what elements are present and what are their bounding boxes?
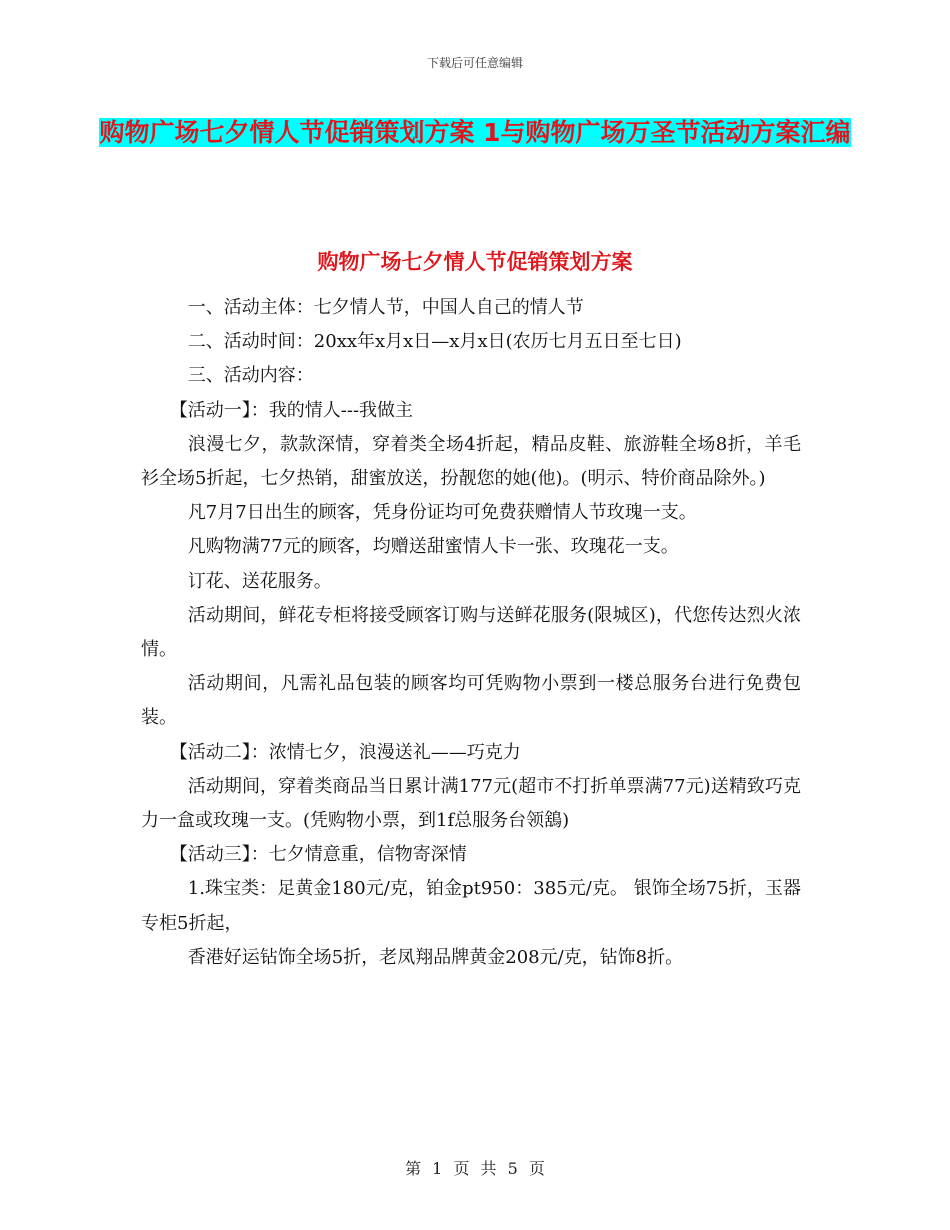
paragraph: 凡购物满77元的顾客，均赠送甜蜜情人卡一张、玫瑰花一支。 bbox=[187, 536, 679, 558]
page-footer: 第 1 页 共 5 页 bbox=[405, 1159, 545, 1178]
document-title bbox=[90, 110, 860, 156]
document-title-text: 购物广场七夕情人节促销策划方案 1与购物广场万圣节活动方案汇编 bbox=[99, 118, 851, 147]
paragraph: 【活动三】：七夕情意重，信物寄深情 bbox=[169, 844, 467, 866]
paragraph: 浪漫七夕，款款深情，穿着类全场4折起，精品皮鞋、旅游鞋全场8折，羊毛衫全场5折起，七夕热销，甜蜜放送，扮靓您的她(他)。(明示、特价商品除外。) bbox=[141, 433, 801, 490]
paragraph: 活动期间，凡需礼品包装的顾客均可凭购物小票到一楼总服务台进行免费包装。 bbox=[141, 673, 801, 729]
paragraph: 凡7月7日出生的顾客，凭身份证均可免费获赠情人节玫瑰一支。 bbox=[187, 502, 697, 524]
paragraph: 三、活动内容： bbox=[187, 365, 314, 387]
paragraph: 香港好运钻饰全场5折，老凤翔品牌黄金208元/克，钻饰8折。 bbox=[187, 946, 684, 968]
paragraph: 一、活动主体：七夕情人节，中国人自己的情人节 bbox=[187, 297, 584, 318]
section-title: 购物广场七夕情人节促销策划方案 bbox=[317, 250, 633, 274]
body-text bbox=[141, 291, 801, 975]
paragraph: 【活动一】：我的情人---我做主 bbox=[169, 399, 414, 421]
paragraph: 二、活动时间：20xx年x月x日—x月x日(农历七月五日至七日) bbox=[187, 331, 682, 353]
header-note: 下载后可任意编辑 bbox=[426, 56, 523, 70]
paragraph: 1.珠宝类：足黄金180元/克，铂金pt950：385元/克。 银饰全场75折，玉器专柜5折起， bbox=[141, 878, 801, 934]
paragraph: 【活动二】：浓情七夕，浪漫送礼——巧克力 bbox=[169, 741, 521, 763]
paragraph: 活动期间，鲜花专柜将接受顾客订购与送鲜花服务(限城区)，代您传达烈火浓情。 bbox=[141, 604, 801, 661]
paragraph: 订花、送花服务。 bbox=[187, 570, 332, 592]
paragraph: 活动期间，穿着类商品当日累计满177元(超市不打折单票满77元)送精致巧克力一盒或玫瑰一支。(凭购物小票，到1f总服务台领鵨) bbox=[141, 775, 801, 832]
